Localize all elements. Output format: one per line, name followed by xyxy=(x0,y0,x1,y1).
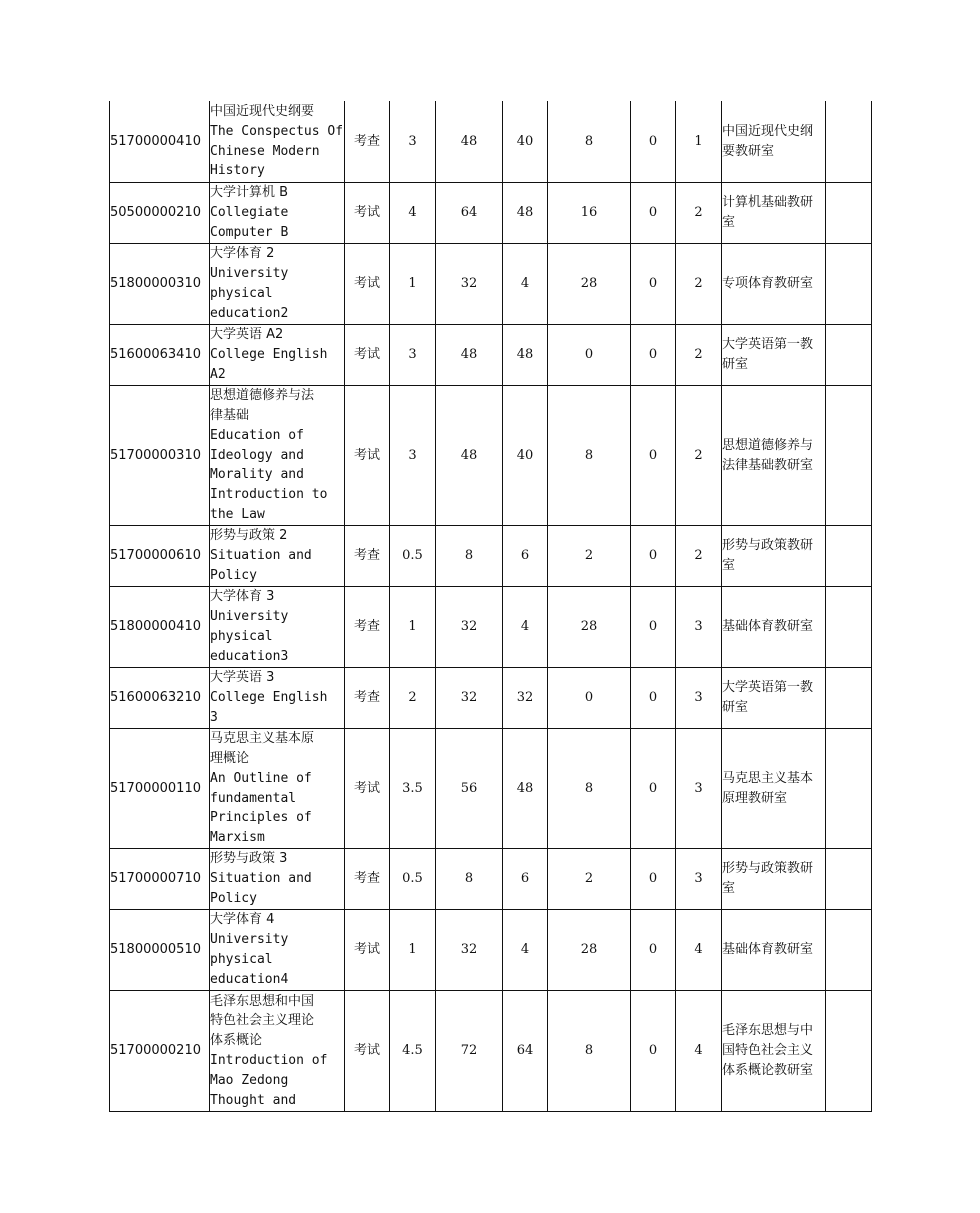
course-name-cn: 大学体育 2 xyxy=(210,246,275,262)
course-name-cn: 大学计算机 B xyxy=(210,185,289,201)
semester-cell: 4 xyxy=(676,910,722,991)
credits-cell: 2 xyxy=(390,668,436,729)
assessment-cell: 考试 xyxy=(345,991,390,1112)
semester-cell: 2 xyxy=(676,526,722,587)
table-row xyxy=(110,244,872,325)
total-hours-cell: 32 xyxy=(436,244,503,325)
course-name-cn: 马克思主义基本原 理概论 xyxy=(210,731,315,766)
credits-cell: 1 xyxy=(390,244,436,325)
department-cell: 马克思主义基本原理教研室 xyxy=(722,729,826,849)
course-name-cn: 形势与政策 2 xyxy=(210,528,288,544)
semester-cell: 2 xyxy=(676,325,722,386)
credits-cell: 4 xyxy=(390,183,436,244)
department-cell: 中国近现代史纲要教研室 xyxy=(722,101,826,183)
assessment-cell: 考查 xyxy=(345,587,390,668)
remark-cell xyxy=(826,991,872,1112)
course-code-cell: 50500000210 xyxy=(110,183,210,244)
course-name-cell xyxy=(210,910,345,991)
practice-hours-cell: 28 xyxy=(548,587,631,668)
assessment-cell: 考试 xyxy=(345,183,390,244)
course-name-cn: 毛泽东思想和中国 特色社会主义理论 体系概论 xyxy=(210,993,315,1049)
practice-hours-cell: 8 xyxy=(548,101,631,183)
semester-cell: 4 xyxy=(676,991,722,1112)
lecture-hours-cell: 48 xyxy=(503,325,548,386)
total-hours-cell: 8 xyxy=(436,526,503,587)
practice-hours-cell: 16 xyxy=(548,183,631,244)
course-name-cell xyxy=(210,991,345,1112)
semester-cell: 3 xyxy=(676,729,722,849)
lecture-hours-cell: 48 xyxy=(503,183,548,244)
lab-hours-cell: 0 xyxy=(631,101,676,183)
course-code-cell: 51700000110 xyxy=(110,729,210,849)
lab-hours-cell: 0 xyxy=(631,991,676,1112)
lab-hours-cell: 0 xyxy=(631,668,676,729)
remark-cell xyxy=(826,325,872,386)
lecture-hours-cell: 4 xyxy=(503,244,548,325)
course-code-cell: 51600063410 xyxy=(110,325,210,386)
lab-hours-cell: 0 xyxy=(631,244,676,325)
course-table-body xyxy=(110,101,872,1112)
department-cell: 思想道德修养与法律基础教研室 xyxy=(722,386,826,526)
department-cell: 计算机基础教研室 xyxy=(722,183,826,244)
course-name-en: College English A2 xyxy=(210,347,328,382)
course-code-cell: 51700000410 xyxy=(110,101,210,183)
semester-cell: 2 xyxy=(676,244,722,325)
credits-cell: 0.5 xyxy=(390,526,436,587)
practice-hours-cell: 2 xyxy=(548,526,631,587)
table-row xyxy=(110,849,872,910)
course-name-cell xyxy=(210,183,345,244)
lab-hours-cell: 0 xyxy=(631,587,676,668)
total-hours-cell: 64 xyxy=(436,183,503,244)
semester-cell: 3 xyxy=(676,849,722,910)
lecture-hours-cell: 40 xyxy=(503,101,548,183)
remark-cell xyxy=(826,244,872,325)
credits-cell: 0.5 xyxy=(390,849,436,910)
total-hours-cell: 48 xyxy=(436,101,503,183)
remark-cell xyxy=(826,587,872,668)
assessment-cell: 考试 xyxy=(345,325,390,386)
assessment-cell: 考查 xyxy=(345,849,390,910)
lecture-hours-cell: 32 xyxy=(503,668,548,729)
lecture-hours-cell: 40 xyxy=(503,386,548,526)
course-name-cell xyxy=(210,849,345,910)
lecture-hours-cell: 48 xyxy=(503,729,548,849)
course-name-en: University physical education2 xyxy=(210,266,289,321)
table-row xyxy=(110,386,872,526)
practice-hours-cell: 28 xyxy=(548,910,631,991)
course-code-cell: 51800000310 xyxy=(110,244,210,325)
course-name-cn: 形势与政策 3 xyxy=(210,851,288,867)
course-code-cell: 51700000710 xyxy=(110,849,210,910)
department-cell: 形势与政策教研室 xyxy=(722,526,826,587)
lab-hours-cell: 0 xyxy=(631,386,676,526)
practice-hours-cell: 0 xyxy=(548,668,631,729)
course-name-cell xyxy=(210,325,345,386)
lab-hours-cell: 0 xyxy=(631,325,676,386)
practice-hours-cell: 8 xyxy=(548,386,631,526)
table-row xyxy=(110,325,872,386)
department-cell: 形势与政策教研室 xyxy=(722,849,826,910)
course-name-en: Situation and Policy xyxy=(210,548,312,583)
course-name-en: Education of Ideology and Morality and Introduction to the Law xyxy=(210,427,328,522)
table-row xyxy=(110,101,872,183)
course-name-en: Collegiate Computer B xyxy=(210,205,289,240)
total-hours-cell: 56 xyxy=(436,729,503,849)
credits-cell: 3 xyxy=(390,325,436,386)
semester-cell: 3 xyxy=(676,668,722,729)
credits-cell: 3 xyxy=(390,386,436,526)
table-row xyxy=(110,991,872,1112)
course-name-cell xyxy=(210,668,345,729)
department-cell: 专项体育教研室 xyxy=(722,244,826,325)
semester-cell: 2 xyxy=(676,183,722,244)
course-name-en: Situation and Policy xyxy=(210,871,312,906)
lab-hours-cell: 0 xyxy=(631,849,676,910)
assessment-cell: 考查 xyxy=(345,526,390,587)
remark-cell xyxy=(826,668,872,729)
lab-hours-cell: 0 xyxy=(631,729,676,849)
course-code-cell: 51800000510 xyxy=(110,910,210,991)
department-cell: 毛泽东思想与中国特色社会主义体系概论教研室 xyxy=(722,991,826,1112)
table-row xyxy=(110,668,872,729)
credits-cell: 3.5 xyxy=(390,729,436,849)
course-name-en: College English 3 xyxy=(210,690,328,725)
course-name-cn: 中国近现代史纲要 xyxy=(210,103,315,119)
lab-hours-cell: 0 xyxy=(631,910,676,991)
course-name-en: An Outline of fundamental Principles of Marxism xyxy=(210,770,312,846)
total-hours-cell: 32 xyxy=(436,668,503,729)
course-name-cn: 大学体育 4 xyxy=(210,912,275,928)
course-name-cell xyxy=(210,244,345,325)
credits-cell: 1 xyxy=(390,587,436,668)
table-row xyxy=(110,526,872,587)
assessment-cell: 考试 xyxy=(345,244,390,325)
assessment-cell: 考查 xyxy=(345,101,390,183)
remark-cell xyxy=(826,729,872,849)
assessment-cell: 考试 xyxy=(345,910,390,991)
remark-cell xyxy=(826,183,872,244)
lab-hours-cell: 0 xyxy=(631,526,676,587)
practice-hours-cell: 2 xyxy=(548,849,631,910)
course-name-cell xyxy=(210,101,345,183)
lecture-hours-cell: 4 xyxy=(503,587,548,668)
assessment-cell: 考试 xyxy=(345,729,390,849)
total-hours-cell: 32 xyxy=(436,910,503,991)
course-name-cell xyxy=(210,386,345,526)
assessment-cell: 考查 xyxy=(345,668,390,729)
course-code-cell: 51700000310 xyxy=(110,386,210,526)
practice-hours-cell: 8 xyxy=(548,991,631,1112)
course-name-cell xyxy=(210,526,345,587)
credits-cell: 4.5 xyxy=(390,991,436,1112)
practice-hours-cell: 28 xyxy=(548,244,631,325)
semester-cell: 3 xyxy=(676,587,722,668)
semester-cell: 1 xyxy=(676,101,722,183)
course-name-en: University physical education4 xyxy=(210,932,289,987)
course-code-cell: 51800000410 xyxy=(110,587,210,668)
total-hours-cell: 8 xyxy=(436,849,503,910)
course-name-en: Introduction of Mao Zedong Thought and xyxy=(210,1053,328,1108)
practice-hours-cell: 0 xyxy=(548,325,631,386)
lab-hours-cell: 0 xyxy=(631,183,676,244)
department-cell: 基础体育教研室 xyxy=(722,910,826,991)
table-row xyxy=(110,587,872,668)
lecture-hours-cell: 4 xyxy=(503,910,548,991)
course-code-cell: 51700000210 xyxy=(110,991,210,1112)
department-cell: 大学英语第一教研室 xyxy=(722,668,826,729)
course-code-cell: 51600063210 xyxy=(110,668,210,729)
total-hours-cell: 48 xyxy=(436,325,503,386)
course-name-cell xyxy=(210,587,345,668)
course-name-en: The Conspectus Of Chinese Modern History xyxy=(210,123,344,179)
remark-cell xyxy=(826,910,872,991)
course-table xyxy=(109,101,872,1112)
total-hours-cell: 32 xyxy=(436,587,503,668)
lecture-hours-cell: 64 xyxy=(503,991,548,1112)
department-cell: 基础体育教研室 xyxy=(722,587,826,668)
lecture-hours-cell: 6 xyxy=(503,849,548,910)
credits-cell: 1 xyxy=(390,910,436,991)
course-name-cn: 大学英语 3 xyxy=(210,670,275,686)
credits-cell: 3 xyxy=(390,101,436,183)
total-hours-cell: 48 xyxy=(436,386,503,526)
remark-cell xyxy=(826,101,872,183)
remark-cell xyxy=(826,526,872,587)
course-code-cell: 51700000610 xyxy=(110,526,210,587)
course-name-cell xyxy=(210,729,345,849)
course-name-cn: 思想道德修养与法 律基础 xyxy=(210,388,315,423)
table-row xyxy=(110,910,872,991)
total-hours-cell: 72 xyxy=(436,991,503,1112)
course-name-en: University physical education3 xyxy=(210,609,289,664)
course-name-cn: 大学英语 A2 xyxy=(210,327,284,343)
course-name-cn: 大学体育 3 xyxy=(210,589,275,605)
lecture-hours-cell: 6 xyxy=(503,526,548,587)
department-cell: 大学英语第一教研室 xyxy=(722,325,826,386)
assessment-cell: 考试 xyxy=(345,386,390,526)
remark-cell xyxy=(826,386,872,526)
table-row xyxy=(110,729,872,849)
practice-hours-cell: 8 xyxy=(548,729,631,849)
table-row xyxy=(110,183,872,244)
semester-cell: 2 xyxy=(676,386,722,526)
remark-cell xyxy=(826,849,872,910)
